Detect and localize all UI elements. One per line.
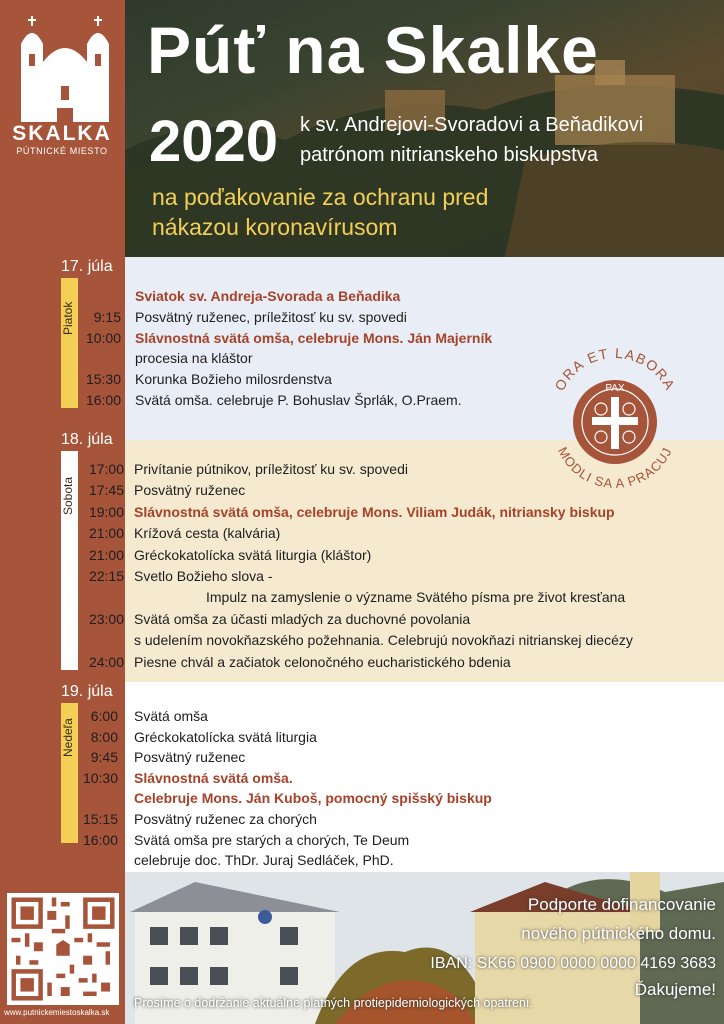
schedule-time: 9:15 (93, 308, 121, 325)
weekday-label-2: Sobota (61, 476, 75, 516)
schedule-time: 16:00 (85, 392, 121, 408)
schedule-time: 10:00 (85, 329, 121, 346)
schedule-time: 15:15 (82, 811, 118, 827)
schedule-time: 24:00 (88, 653, 124, 670)
seal-center-text: PAX (605, 383, 625, 394)
weekday-label-1: Piatok (61, 301, 75, 335)
seal-bottom-text: MODLI SA A PRACUJ (554, 444, 675, 492)
schedule-description: Slávnostná svätá omša, celebruje Mons. Viliam Judák, nitriansky biskup (134, 503, 615, 520)
website-link[interactable]: www.putnickemiestoskalka.sk (4, 1008, 110, 1017)
weekday-bar-1 (61, 278, 78, 408)
schedule-time: 23:00 (88, 610, 124, 627)
schedule-description: Posvätný ruženec (134, 749, 246, 766)
schedule-description: Piesne chvál a začiatok celonočného eucharistického bdenia (134, 653, 511, 670)
schedule-time: 10:30 (82, 769, 118, 786)
schedule-description: Gréckokatolícka svätá liturgia (134, 728, 317, 745)
schedule-time: 21:00 (88, 546, 124, 563)
schedule-description: Svätá omša za účasti mladých za duchovné povolania (134, 610, 471, 627)
schedule-time: 21:00 (88, 525, 124, 542)
schedule-description: Impulz na zamyslenie o význame Svätého písma pre život kresťana (206, 589, 626, 606)
footnote: Prosíme o dodržanie aktuálne platných protiepidemiologických opatrení. (134, 996, 533, 1010)
iban: IBAN: SK66 0900 0000 0000 4169 3683 (430, 955, 716, 972)
schedule-description: Posvätný ruženec za chorých (134, 811, 317, 827)
schedule-time: 22:15 (88, 568, 124, 584)
thanks-text: Ďakujeme! (634, 980, 716, 999)
schedule-time: 17:00 (88, 461, 124, 477)
schedule-time: 6:00 (90, 708, 118, 724)
schedule-description: Sviatok sv. Andreja-Svorada a Beňadika (135, 288, 401, 304)
schedule-description: Korunka Božieho milosrdenstva (135, 371, 332, 388)
schedule-description: s udelením novokňazského požehnania. Celebrujú novokňazi nitrianskej diecézy (134, 632, 633, 649)
schedule-time: 19:00 (88, 503, 124, 520)
qr-code-icon[interactable] (7, 893, 119, 1005)
page-title: Púť na Skalke (147, 13, 599, 87)
schedule-description: Gréckokatolícka svätá liturgia (kláštor) (134, 546, 372, 563)
subtitle-line-2: patrónom nitrianskeho biskupstva (300, 144, 598, 166)
dedication-line-1: na poďakovanie za ochranu pred (152, 184, 489, 210)
schedule-description: Svetlo Božieho slova - (134, 568, 273, 584)
schedule-description: Slávnostná svätá omša, celebruje Mons. Ján Majerník (135, 329, 493, 346)
schedule-description: Posvätný ruženec (134, 482, 246, 499)
schedule-description: Celebruje Mons. Ján Kuboš, pomocný spišský biskup (134, 790, 492, 807)
day-date-1: 17. júla (61, 258, 113, 275)
weekday-label-3: Nedeľa (61, 718, 75, 758)
schedule-description: Privítanie pútnikov, príležitosť ku sv. spovedi (134, 461, 408, 477)
seal-top-text: ORA ET LABORA (551, 345, 679, 394)
dedication-line-2: nákazou koronavírusom (152, 214, 398, 240)
schedule-time: 8:00 (90, 728, 118, 745)
schedule-time: 16:00 (82, 831, 118, 848)
year: 2020 (149, 109, 279, 174)
schedule-description: Krížová cesta (kalvária) (134, 525, 281, 542)
ora-et-labora-seal-icon (540, 345, 690, 495)
schedule-description: Posvätný ruženec, príležitosť ku sv. spovedi (135, 308, 407, 325)
support-line-1: Podporte dofinancovanie (527, 895, 716, 914)
schedule-time: 9:45 (90, 749, 118, 766)
schedule-description: Slávnostná svätá omša. (134, 769, 293, 786)
schedule-description: Svätá omša (134, 708, 208, 724)
logo-subtitle: PÚTNICKÉ MIESTO (16, 146, 108, 156)
schedule-time: 17:45 (88, 482, 124, 499)
schedule-description: Svätá omša pre starých a chorých, Te Deum (134, 831, 410, 848)
header (125, 0, 724, 257)
schedule-description: Svätá omša. celebruje P. Bohuslav Šprlák, O.Praem. (135, 392, 462, 408)
weekday-bar-2 (61, 451, 78, 670)
schedule-time: 15:30 (85, 371, 121, 388)
day-date-3: 19. júla (61, 683, 113, 700)
church-logo-icon (15, 14, 115, 122)
logo-name: SKALKA (12, 122, 112, 145)
day-date-2: 18. júla (61, 431, 113, 448)
schedule-description: celebruje doc. ThDr. Juraj Sedláček, PhD. (134, 852, 394, 869)
support-line-2: nového pútnického domu. (521, 924, 716, 943)
schedule-description: procesia na kláštor (135, 350, 253, 367)
subtitle-line-1: k sv. Andrejovi-Svoradovi a Beňadikovi (300, 114, 644, 136)
